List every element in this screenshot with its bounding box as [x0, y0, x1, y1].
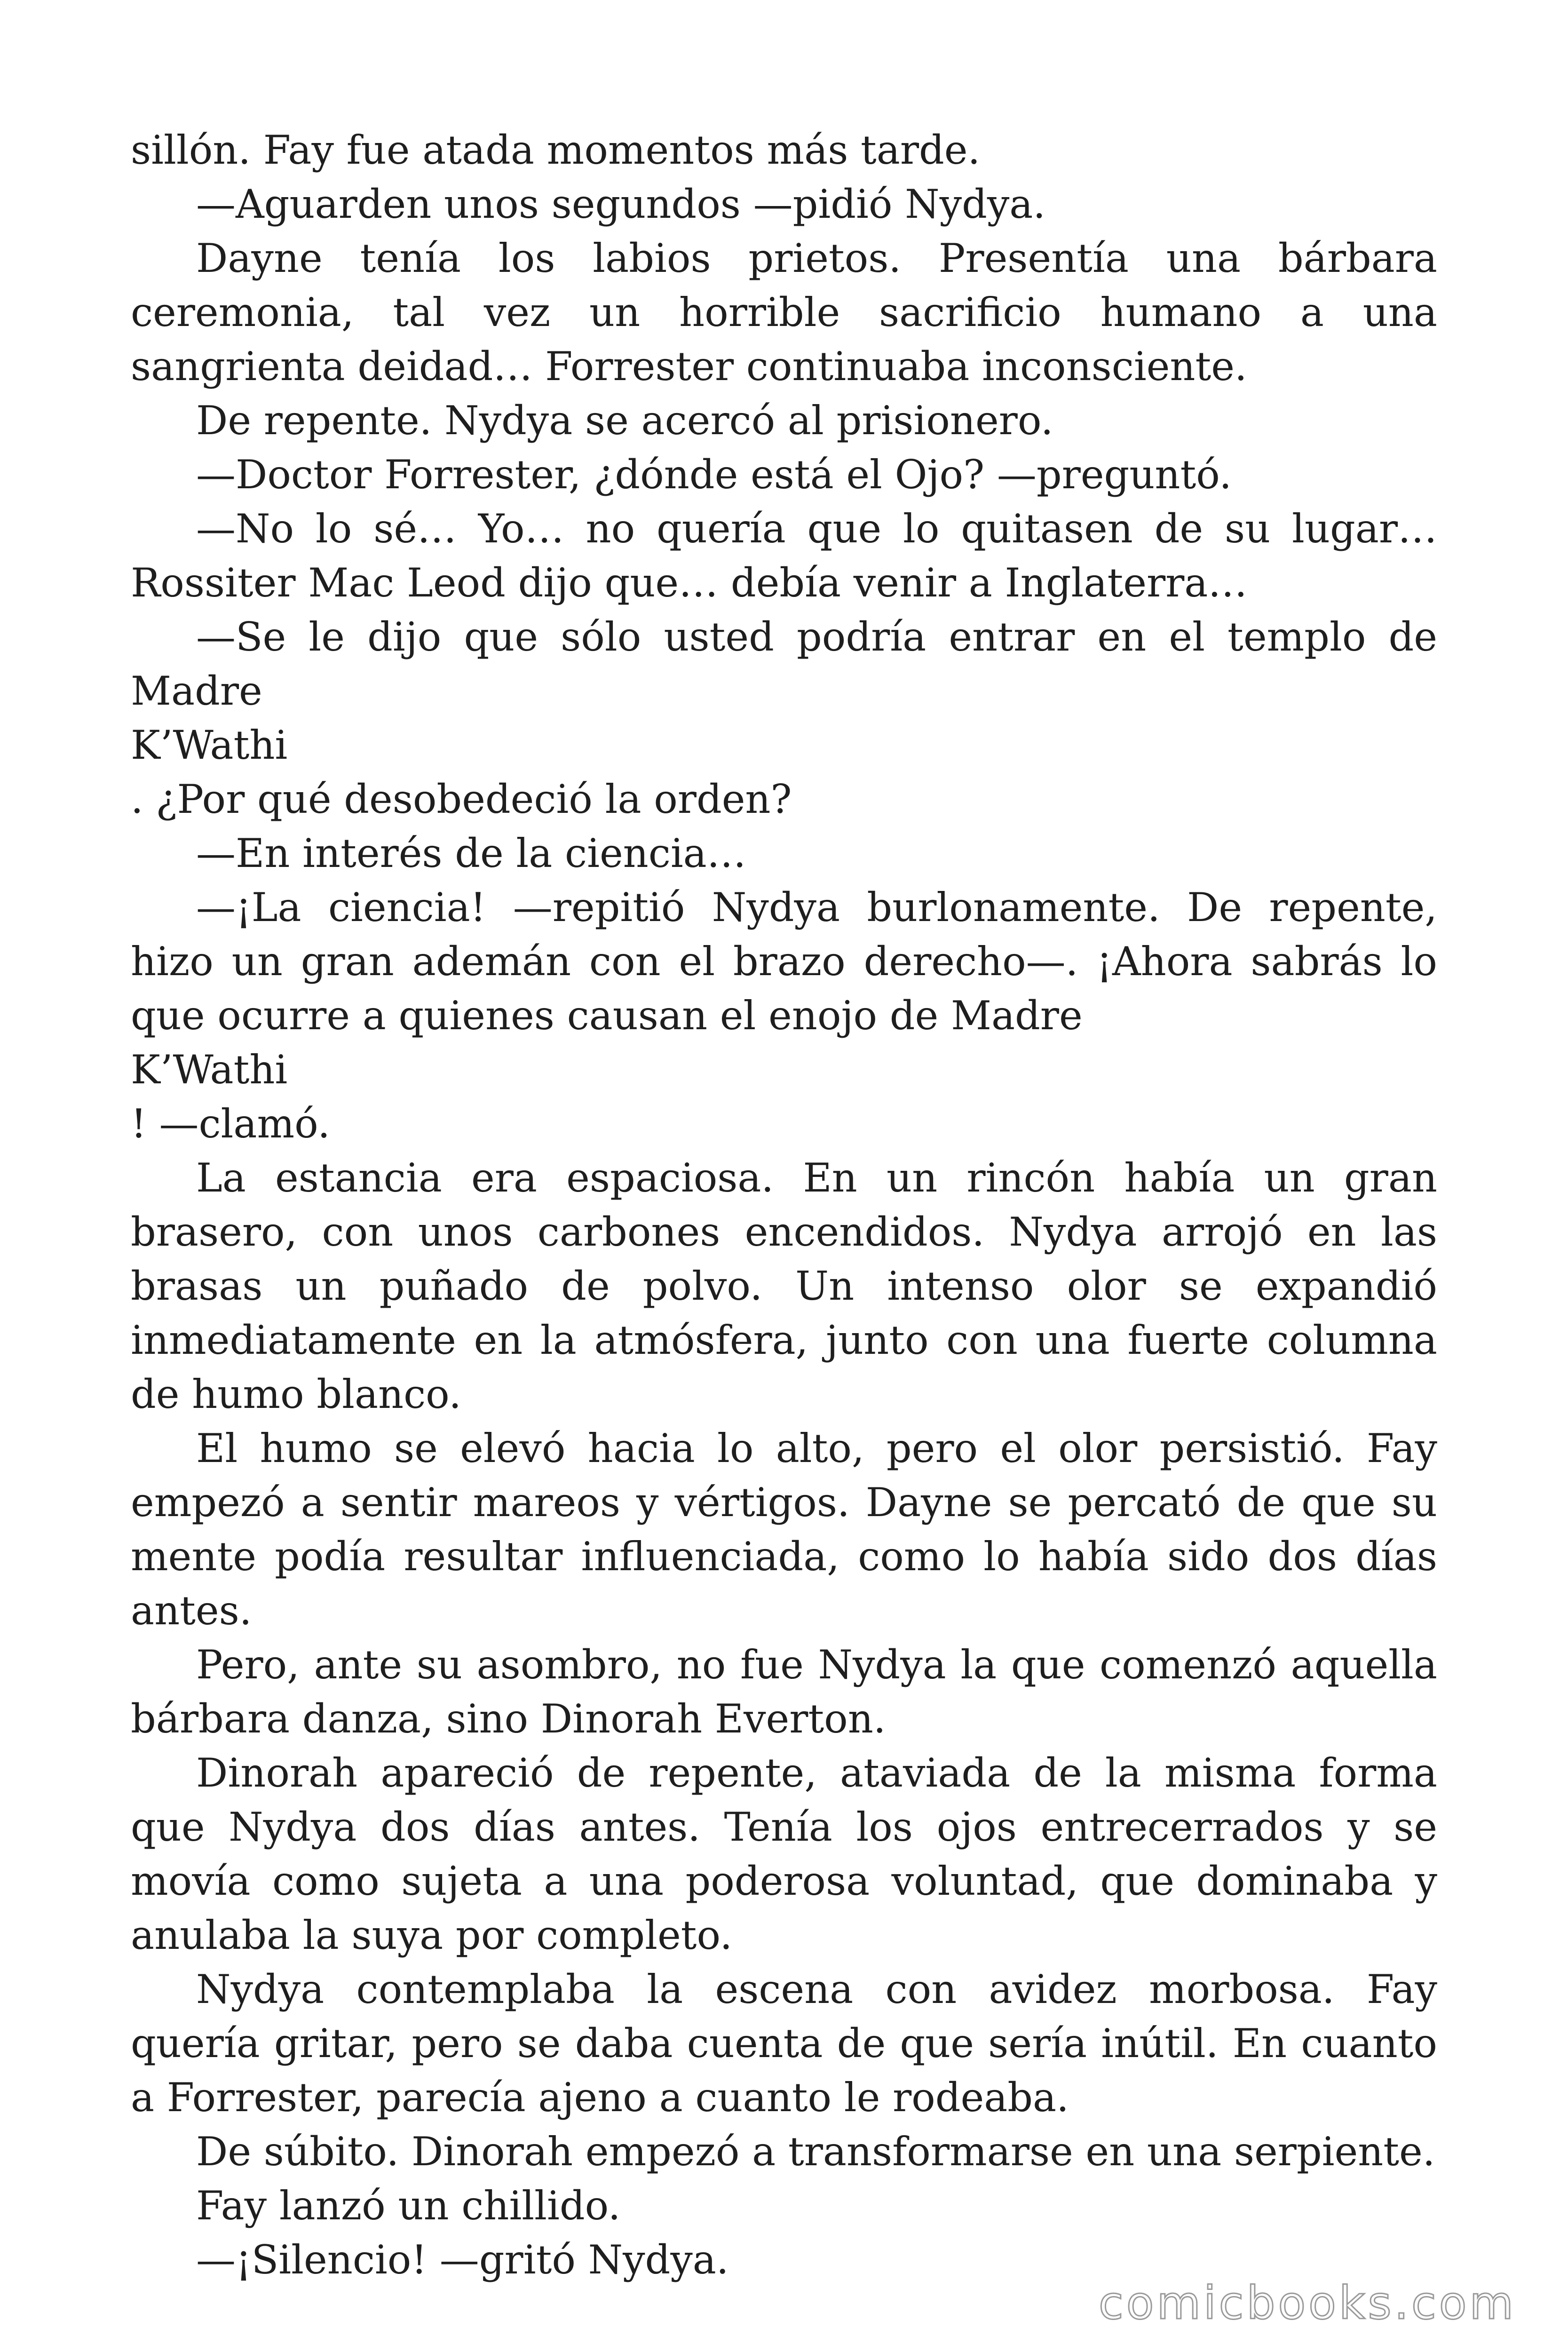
paragraph: ! —clamó. [131, 1101, 330, 1147]
paragraph: —¡La ciencia! —repitió Nydya burlonamente. De repente, hizo un gran ademán con el brazo derecho—. ¡Ahora sabrás lo que ocurre a quienes causan el enojo de Madre [131, 884, 1437, 1039]
paragraph: sillón. Fay fue atada momentos más tarde. [131, 127, 981, 173]
paragraph: —Se le dijo que sólo usted podría entrar en el templo de Madre [131, 614, 1437, 714]
paragraph: K’Wathi [131, 722, 288, 768]
paragraph: —Doctor Forrester, ¿dónde está el Ojo? —preguntó. [196, 452, 1232, 498]
watermark: comicbooks.com [1098, 2277, 1516, 2329]
paragraph: El humo se elevó hacia lo alto, pero el olor persistió. Fay empezó a sentir mareos y vértigos. Dayne se percató de que su mente podía resultar influenciada, como lo había sido dos días antes. [131, 1425, 1437, 1634]
paragraph: Fay lanzó un chillido. [196, 2183, 621, 2229]
paragraph: De súbito. Dinorah empezó a transformarse en una serpiente. [196, 2129, 1435, 2175]
paragraph: Nydya contemplaba la escena con avidez morbosa. Fay quería gritar, pero se daba cuenta de que sería inútil. En cuanto a Forrester, parecía ajeno a cuanto le rodeaba. [131, 1966, 1437, 2121]
paragraph: De repente. Nydya se acercó al prisionero. [196, 397, 1053, 444]
paragraph: —¡Silencio! —gritó Nydya. [196, 2237, 729, 2283]
paragraph: —En interés de la ciencia… [196, 830, 746, 876]
paragraph: —Aguarden unos segundos —pidió Nydya. [196, 181, 1046, 227]
paragraph: Pero, ante su asombro, no fue Nydya la que comenzó aquella bárbara danza, sino Dinorah Everton. [131, 1642, 1437, 1742]
paragraph: K’Wathi [131, 1047, 288, 1093]
paragraph: Dayne tenía los labios prietos. Presentía una bárbara ceremonia, tal vez un horrible sacrificio humano a una sangrienta deidad… Forrester continuaba inconsciente. [131, 235, 1437, 389]
paragraph: . ¿Por qué desobedeció la orden? [131, 776, 792, 822]
paragraph: La estancia era espaciosa. En un rincón había un gran brasero, con unos carbones encendidos. Nydya arrojó en las brasas un puñado de polvo. Un intenso olor se expandió inmediatamente en la atmósfera, junto con una fuerte columna de humo blanco. [131, 1155, 1437, 1417]
paragraph: Dinorah apareció de repente, ataviada de la misma forma que Nydya dos días antes. Tenía los ojos entrecerrados y se movía como sujeta a una poderosa voluntad, que dominaba y anulaba la suya por completo. [131, 1750, 1437, 1958]
book-page-text [131, 123, 1437, 2287]
paragraph: —No lo sé… Yo… no quería que lo quitasen de su lugar… Rossiter Mac Leod dijo que… debía venir a Inglaterra… [131, 506, 1437, 606]
